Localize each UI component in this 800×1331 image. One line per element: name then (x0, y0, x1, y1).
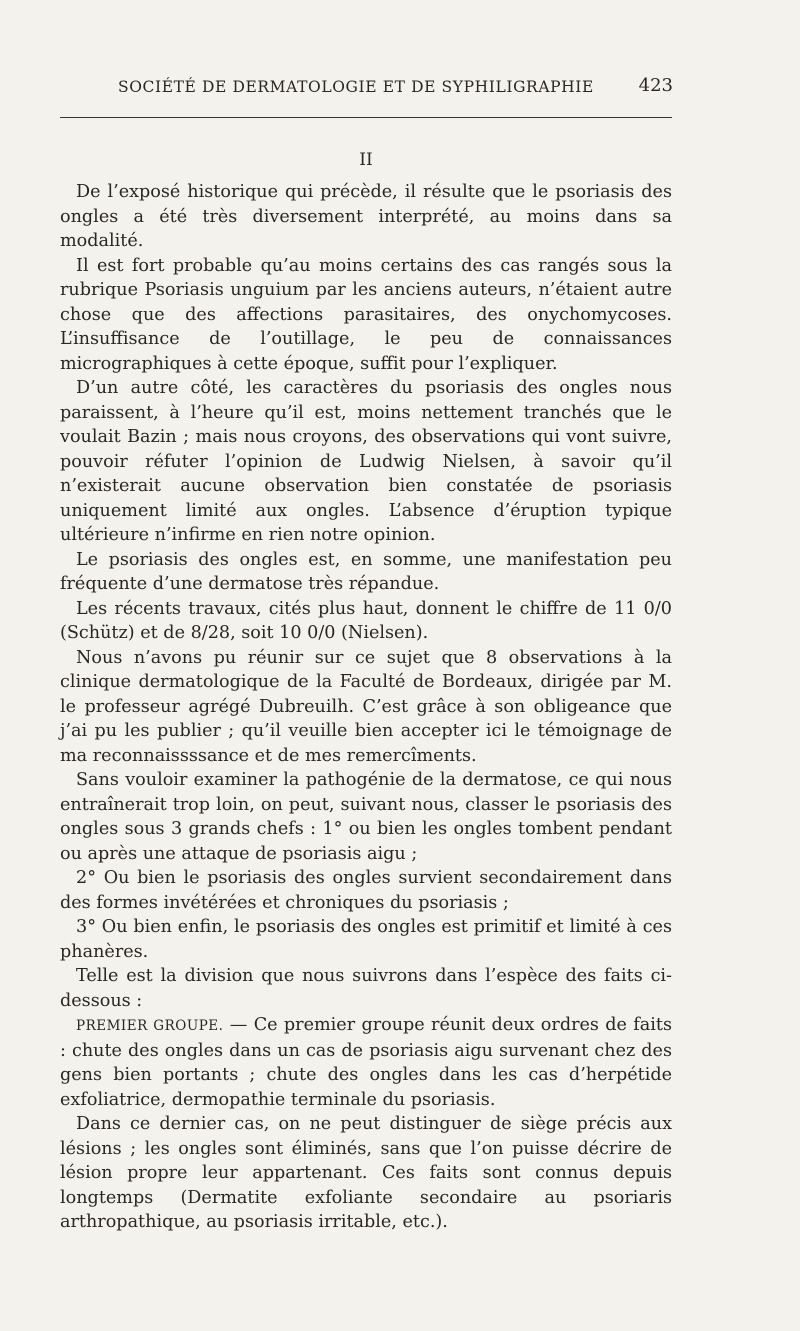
paragraph: Il est fort probable qu’au moins certains des cas rangés sous la rubrique Psoriasis unguium par les anciens auteurs, n’étaient autre chose que des affections parasitaires, des onychomycoses. L’insuffisance de l’outillage, le peu de connaissances micrographiques à cette époque, suffit pour l’expliquer. (60, 255, 672, 374)
groupe-text: — Ce premier groupe réunit deux ordres de faits : chute des ongles dans un cas de psoriasis aigu survenant chez des gens bien portants ; chute des ongles dans les cas d’herpétide exfoliatrice, dermopathie terminale du psoriasis. (60, 1015, 672, 1110)
paragraph: Sans vouloir examiner la pathogénie de la dermatose, ce qui nous entraînerait trop loin, on peut, suivant nous, classer le psoriasis des ongles sous 3 grands chefs : 1° ou bien les ongles tombent pendant ou après une attaque de psoriasis aigu ; (60, 770, 672, 864)
running-title: SOCIÉTÉ DE DERMATOLOGIE ET DE SYPHILIGRAPHIE (118, 78, 594, 96)
running-head (118, 75, 673, 102)
section-number: II (359, 150, 373, 170)
page-number: 423 (638, 75, 673, 96)
paragraph: 3° Ou bien enfin, le psoriasis des ongles est primitif et limité à ces phanères. (60, 917, 672, 962)
body-text (60, 180, 672, 1235)
paragraph: Nous n’avons pu réunir sur ce sujet que 8 observations à la clinique dermatologique de la Faculté de Bordeaux, dirigée par M. le professeur agrégé Dubreuilh. C’est grâce à son obligeance que j’ai pu les publier ; qu’il veuille bien accepter ici le témoignage de ma reconnaissssance et de mes remercîments. (60, 647, 672, 766)
paragraph: Telle est la division que nous suivrons dans l’espèce des faits ci-dessous : (60, 966, 672, 1011)
paragraph: Le psoriasis des ongles est, en somme, une manifestation peu fréquente d’une dermatose très répandue. (60, 549, 672, 594)
paragraph: Dans ce dernier cas, on ne peut distinguer de siège précis aux lésions ; les ongles sont éliminés, sans que l’on puisse décrire de lésion propre leur appartenant. Ces faits sont connus depuis longtemps (Dermatite exfoliante secondaire au psoriaris arthropathique, au psoriasis irritable, etc.). (60, 1114, 672, 1232)
paragraph: 2° Ou bien le psoriasis des ongles survient secondairement dans des formes invétérées et chroniques du psoriasis ; (60, 868, 672, 913)
header-rule (60, 117, 672, 118)
paragraph: De l’exposé historique qui précède, il résulte que le psoriasis des ongles a été très diversement interprété, au moins dans sa modalité. (60, 182, 672, 251)
groupe-paragraph (60, 1013, 672, 1112)
paragraph: D’un autre côté, les caractères du psoriasis des ongles nous paraissent, à l’heure qu’il est, moins nettement tranchés que le voulait Bazin ; mais nous croyons, des observations qui vont suivre, pouvoir réfuter l’opinion de Ludwig Nielsen, à savoir qu’il n’existerait aucune observation bien constatée de psoriasis uniquement limité aux ongles. L’absence d’éruption typique ultérieure n’infirme en rien notre opinion. (60, 378, 672, 545)
groupe-heading: PREMIER GROUPE. (76, 1018, 224, 1034)
paragraph: Les récents travaux, cités plus haut, donnent le chiffre de 11 0/0 (Schütz) et de 8/28, soit 10 0/0 (Nielsen). (60, 598, 672, 643)
